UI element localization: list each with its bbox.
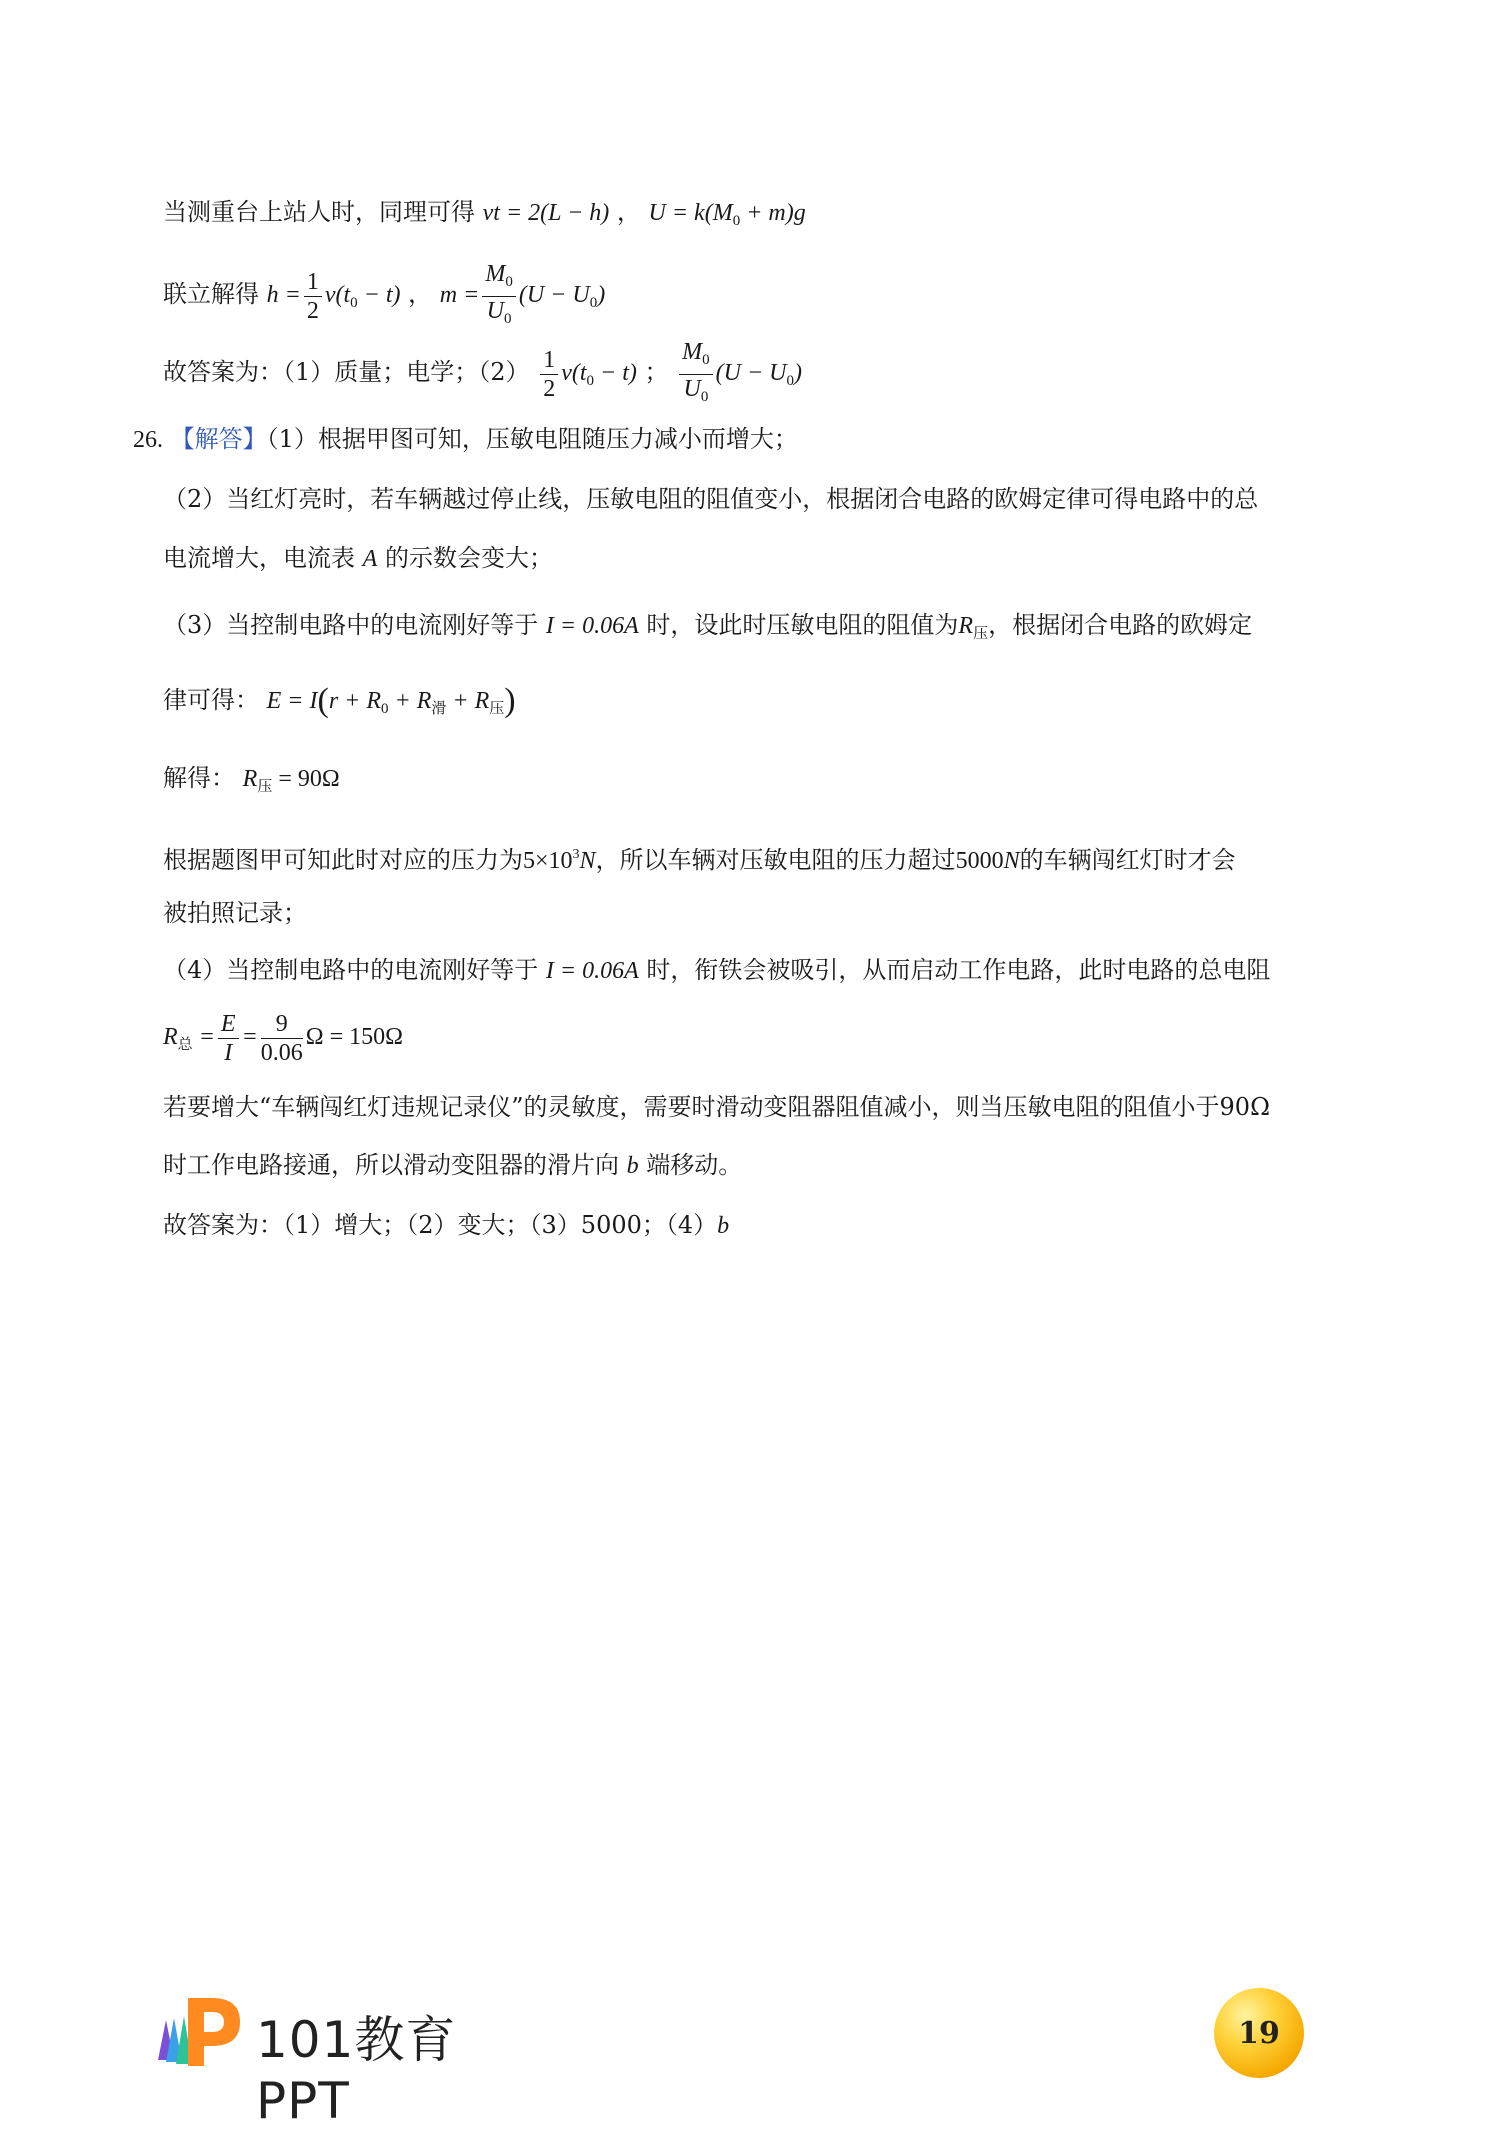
page-number-badge	[1214, 1988, 1304, 2078]
q26-part3-line1	[163, 608, 1252, 651]
separator: ，	[616, 198, 641, 226]
eq-U-a: U = k(M	[648, 200, 733, 226]
eq-U-sub: 0	[732, 213, 741, 229]
q26-part4a-b: ，所以车辆对压敏电阻的压力超过	[595, 846, 956, 874]
q26-part6: 若要增大“车辆闯红灯违规记录仪”的灵敏度，需要时滑动变阻器阻值减小，则当压敏电阻的阻值小于90Ω	[163, 1093, 1270, 1121]
q26-part3b: 律可得：	[163, 686, 259, 714]
eq-h: h = $\frac{1}{2}$ $v(t_0 - t)$	[266, 269, 401, 324]
q26-heading	[133, 422, 798, 457]
q26-part3-line2	[163, 683, 516, 726]
eq-E: $E = I(r + R_0 + R_滑 + R_压)$	[266, 682, 516, 719]
q26-part2b-a: 电流增大，电流表	[163, 544, 355, 572]
answer-label: 【解答】	[170, 425, 267, 453]
eq-I: I = 0.06A	[545, 613, 639, 639]
q26-part3a-a: （3）当控制电路中的电流刚好等于	[163, 611, 539, 639]
text-line-2	[163, 260, 605, 333]
solve-label: 解得：	[163, 764, 235, 792]
q26-part4a-c: 的车辆闯红灯时才会	[1019, 846, 1236, 874]
eq-force: $5\times 10^3N$	[523, 847, 596, 874]
sep-2: ，	[408, 280, 433, 309]
eq-I-2: I = 0.06A	[545, 958, 639, 984]
q26-part5-b: 时，衔铁会被吸引，从而启动工作电路，此时电路的总电阻	[646, 956, 1271, 984]
q26-part2-line1	[163, 482, 1258, 516]
q26-part7-a: 时工作电路接通，所以滑动变阻器的滑片向	[163, 1151, 619, 1179]
q26-answer: 故答案为：（1）增大；（2）变大；（3）5000；（4）	[163, 1211, 718, 1239]
text-line-1	[163, 195, 806, 238]
q26-part5-line	[163, 953, 1270, 988]
line-3-text: 故答案为：（1）质量；电学；（2）	[163, 358, 530, 387]
text-line-3	[163, 338, 802, 411]
q26-part4b: 被拍照记录；	[163, 899, 307, 927]
eq-5000N: 5000N	[955, 848, 1020, 874]
q26-part6-line	[163, 1090, 1270, 1124]
logo-text: 101教育PPT	[256, 2011, 457, 2130]
eq-R-total: $R_总$ = $\frac{E}{I}$ = $\frac{9}{0.06}$ Ω = 150Ω	[163, 1011, 403, 1066]
q26-solve-line	[163, 761, 340, 804]
q26-part5-a: （4）当控制电路中的电流刚好等于	[163, 956, 539, 984]
eq-m: m = $\frac{M_0}{U_0}$ $(U - U_0)$	[439, 261, 606, 327]
sep-3: ；	[644, 358, 669, 387]
ans-h: $\frac{1}{2}$ $v(t_0 - t)$	[537, 360, 637, 386]
q26-part7-line	[163, 1148, 742, 1183]
answer-b: b	[717, 1213, 730, 1239]
eq-U-b: + m)g	[740, 200, 806, 226]
q26-answer-line	[163, 1208, 729, 1243]
question-number: 26.	[133, 427, 163, 453]
brand-logo	[148, 1990, 548, 2130]
line-1-text: 当测重台上站人时，同理可得	[163, 198, 475, 226]
var-R-ya: $R_压$	[958, 613, 989, 642]
q26-part3a-b: 时，设此时压敏电阻的阻值为	[646, 611, 959, 639]
q26-part2-line2	[163, 541, 553, 576]
q26-part4a-a: 根据题图甲可知此时对应的压力为	[163, 846, 523, 874]
q26-part3a-c: ，根据闭合电路的欧姆定	[988, 611, 1253, 639]
var-A: A	[362, 546, 378, 572]
var-R-ya-2: $R_压$	[242, 766, 273, 795]
q26-part4-line2	[163, 896, 307, 930]
q26-total-resistance	[163, 1010, 403, 1067]
q26-part2a: （2）当红灯亮时，若车辆越过停止线，压敏电阻的阻值变小，根据闭合电路的欧姆定律可得电路中的总	[163, 485, 1259, 513]
q26-part2b-b: 的示数会变大；	[384, 544, 553, 572]
q26-part4-line1	[163, 838, 1236, 878]
ans-m: $\frac{M_0}{U_0}$ $(U - U_0)$	[676, 360, 802, 386]
eq-U	[648, 200, 806, 229]
eq-vt: vt = 2(L − h)	[482, 200, 610, 226]
q26-part7-b: 端移动。	[646, 1151, 743, 1179]
logo-p-icon	[148, 1990, 248, 2070]
var-b: b	[626, 1153, 639, 1179]
q26-part1: （1）根据甲图可知，压敏电阻随压力减小而增大；	[266, 425, 798, 453]
line-2-text: 联立解得	[163, 280, 259, 309]
solve-value: = 90Ω	[272, 766, 340, 792]
page-number: 19	[1238, 2015, 1280, 2051]
